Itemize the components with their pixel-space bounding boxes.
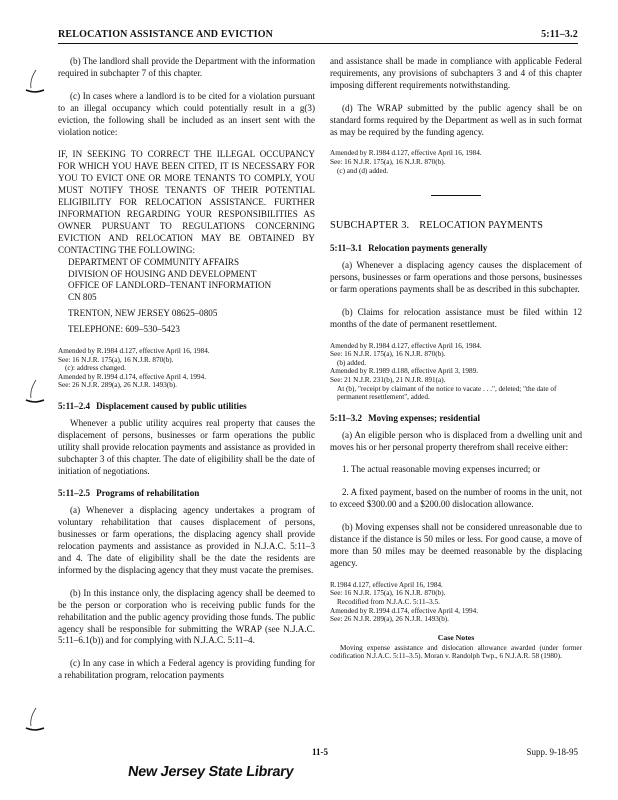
history-line: See: 16 N.J.R. 175(a), 16 N.J.R. 870(b). — [330, 350, 446, 359]
paragraph-b: (b) The landlord shall provide the Department with the information required in subchapter 7 of this chapter. — [58, 56, 315, 78]
history-line: Amended by R.1984 d.127, effective April 16, 1984. — [58, 347, 210, 356]
case-notes-heading: Case Notes — [437, 632, 475, 642]
paragraph-d: (d) The WRAP submitted by the public agency shall be on standard forms required by the Department as well as in such format as may be required by the funding agency. — [330, 102, 582, 137]
section-heading-2-4: 5:11–2.4 Displacement caused by public utilities — [58, 401, 247, 411]
history-line: Amended by R.1984 d.127, effective April 16, 1984. — [330, 341, 482, 350]
history-note — [330, 342, 582, 402]
history-line: See: 16 N.J.R. 175(a), 16 N.J.R. 870(b). — [58, 355, 174, 364]
history-note — [330, 581, 582, 624]
section-heading-3-1: 5:11–3.1 Relocation payments generally — [330, 243, 488, 254]
library-stamp: New Jersey State Library — [126, 764, 295, 780]
history-line: Amended by R.1994 d.174, effective April 4, 1994. — [58, 372, 206, 381]
address-line: DIVISION OF HOUSING AND DEVELOPMENT — [68, 268, 257, 279]
margin-check-mark — [22, 706, 48, 736]
section-2-5-b: (b) In this instance only, the displacing agency shall be deemed to be the person or corporation who is receiving public funds for the rehabilitation and the public agency providing those funds. The public agency shall be responsible for submitting the WRAP (see N.J.A.C. 5:11–6.1(b)) and for complying with N.J.A.C. 5:11–4. — [58, 587, 315, 646]
address-line: TELEPHONE: 609–530–5423 — [68, 324, 180, 335]
section-2-5-c: (c) In any case in which a Federal agency is providing funding for a rehabilitation program, relocation payments — [58, 658, 315, 681]
list-item: 2. A fixed payment, based on the number of rooms in the unit, not to exceed $300.00 and a $200.00 dislocation allowance. — [330, 487, 582, 510]
history-line: At (b), "receipt by claimant of the notice to vacate . . .", deleted; "the date of permanent resettlement", added. — [337, 384, 557, 402]
margin-check-mark — [22, 378, 48, 408]
history-line: R.1984 d.127, effective April 16, 1984. — [330, 580, 443, 589]
page-footer — [58, 747, 578, 757]
history-line: (c): address changed. — [65, 364, 126, 373]
contact-address — [58, 257, 315, 336]
section-3-1-a: (a) Whenever a displacing agency causes the displacement of persons, businesses or farm operations and those persons, businesses or farm operations payments shall be as described in this subchapter. — [330, 260, 582, 294]
history-line: See: 26 N.J.R. 289(a), 26 N.J.R. 1493(b). — [58, 381, 177, 390]
header-title: RELOCATION ASSISTANCE AND EVICTION — [58, 29, 274, 40]
address-line: CN 805 — [68, 292, 97, 303]
section-3-2-a: (a) An eligible person who is displaced from a dwelling unit and moves his or her personal property therefrom shall receive either: — [330, 429, 582, 452]
left-column — [58, 56, 315, 682]
history-line: Amended by R.1994 d.174, effective April 4, 1994. — [330, 606, 478, 615]
right-column — [330, 56, 582, 661]
history-note — [330, 149, 582, 175]
section-2-5-a: (a) Whenever a displacing agency undertakes a program of voluntary rehabilitation that causes displacement of persons, businesses or farm operations, the displacing agency shall provide relocation payments and assistance as provided in N.J.A.C. 5:11–3 and 4. The date of eligibility shall be the date the residents are informed by the displacing agency that they must vacate the premises. — [58, 505, 315, 575]
section-heading-3-2: 5:11–3.2 Moving expenses; residential — [330, 412, 481, 423]
history-line: Recodified from N.J.A.C. 5:11–3.5. — [337, 597, 440, 606]
case-notes-text: Moving expense assistance and dislocation allowance awarded (under former codification N.J.A.C. 5:11–3.5). Moran v. Randolph Twp., 6 N.J.A.R. 58 (1980). — [330, 643, 582, 661]
address-line: TRENTON, NEW JERSEY 08625–0805 — [68, 308, 218, 319]
subchapter-heading: SUBCHAPTER 3. RELOCATION PAYMENTS — [330, 220, 544, 232]
history-line: See: 16 N.J.R. 175(a), 16 N.J.R. 870(b). — [330, 158, 446, 167]
continued-paragraph: and assistance shall be made in compliance with applicable Federal requirements, any provisions of subchapters 3 and 4 of this chapter imposing different requirements notwithstanding. — [330, 56, 582, 90]
page-number: 11-5 — [312, 747, 329, 757]
header-section-number: 5:11–3.2 — [541, 29, 578, 40]
list-item: 1. The actual reasonable moving expenses incurred; or — [342, 464, 541, 475]
history-line: (c) and (d) added. — [337, 166, 389, 175]
section-3-2-b: (b) Moving expenses shall not be considered unreasonable due to distance if the distance is 50 miles or less. For good cause, a move of more than 50 miles may be deemed reasonable by the displacing agency. — [330, 522, 582, 568]
history-line: See: 26 N.J.R. 289(a), 26 N.J.R. 1493(b). — [330, 615, 449, 624]
address-line: OFFICE OF LANDLORD–TENANT INFORMATION — [68, 280, 272, 291]
insert-notice: IF, IN SEEKING TO CORRECT THE ILLEGAL OCCUPANCY FOR WHICH YOU HAVE BEEN CITED, IT IS NECESSARY FOR YOU TO EVICT ONE OR MORE TENANTS TO COMPLY, YOU MUST NOTIFY THOSE TENANTS OF THEIR POTENTIAL ELIGIBILITY FOR RELOCATION ASSISTANCE. FURTHER INFORMATION REGARDING YOUR RESPONSIBILITIES AS OWNER PURSUANT TO REGULATIONS CONCERNING EVICTION AND RELOCATION MAY BE OBTAINED BY CONTACTING THE FOLLOWING: — [58, 149, 315, 255]
supplement-date: Supp. 9-18-95 — [526, 747, 578, 757]
section-3-1-b: (b) Claims for relocation assistance must be filed within 12 months of the date of permanent resettlement. — [330, 306, 582, 329]
section-2-4-body: Whenever a public utility acquires real property that causes the displacement of persons, businesses or farm operations the public utility shall provide relocation payments and assistance as provided in subchapter 3 of this chapter. The date of eligibility shall be the date of initiation of negotiations. — [58, 417, 315, 476]
history-line: Amended by R.1989 d.188, effective April 3, 1989. — [330, 367, 478, 376]
paragraph-c: (c) In cases where a landlord is to be cited for a violation pursuant to an illegal occupancy which could potentially result in a g(3) eviction, the following shall be included as an insert sent with the violation notice: — [58, 90, 315, 137]
address-line: DEPARTMENT OF COMMUNITY AFFAIRS — [68, 256, 240, 267]
history-line: See: 21 N.J.R. 231(b), 21 N.J.R. 891(a). — [330, 375, 446, 384]
margin-check-mark — [22, 68, 48, 98]
section-heading-2-5: 5:11–2.5 Programs of rehabilitation — [58, 488, 200, 499]
history-line: Amended by R.1984 d.127, effective April 16, 1984. — [330, 149, 482, 158]
history-line: See: 16 N.J.R. 175(a), 16 N.J.R. 870(b). — [330, 589, 446, 598]
section-divider — [431, 195, 481, 196]
running-header — [58, 29, 578, 44]
history-line: (b) added. — [337, 358, 367, 367]
history-note — [58, 347, 315, 390]
